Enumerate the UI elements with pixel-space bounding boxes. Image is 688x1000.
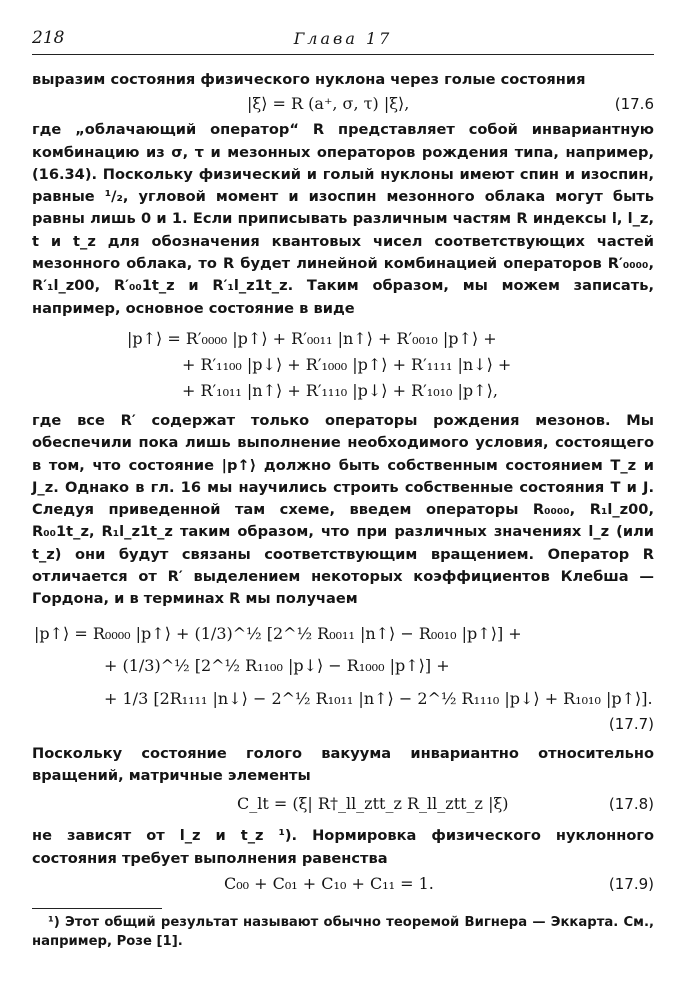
equation-17-9-formula: C₀₀ + C₀₁ + C₁₀ + C₁₁ = 1. xyxy=(224,873,434,893)
paragraph-5: не зависят от l_z и t_z ¹). Нормировка физического нуклонного состояния требует выполнения равенства xyxy=(32,827,654,867)
equation-17-8-formula: C_lt = (ξ| R†_ll_ztt_z R_ll_ztt_z |ξ) xyxy=(237,794,509,814)
equation-17-6-number: (17.6 xyxy=(614,95,654,114)
equation-ground-line-2 xyxy=(32,352,654,378)
paragraph-2: где „облачающий оператор“ R представляет собой инвариантную комбинацию из σ, τ и мезонных операторов рождения типа, например, (16.34). Поскольку физический и голый нуклоны имеют спин и изоспин, равные ¹/₂, угловой момент и изоспин мезонного облака могут быть равны лишь 0 и 1. Если приписывать различным частям R индексы l, l_z, t и t_z для обозначения квантовых чисел соответствующих частей мезонного облака, то R будет линейной комбинацией операторов R′₀₀₀₀, R′₁l_z00, R′₀₀1t_z и R′₁l_z1t_z. Таким образом, мы можем записать, например, основное состояние в виде xyxy=(32,121,654,317)
equation-17-7-line-2-text: + (1/3)^½ [2^½ R₁₁₀₀ |p↓⟩ − R₁₀₀₀ |p↑⟩] + xyxy=(104,655,450,675)
paragraph-3: где все R′ содержат только операторы рождения мезонов. Мы обеспечили пока лишь выполнение необходимого условия, состоящего в том, что состояние |p↑⟩ должно быть собственным состоянием T_z и J_z. Однако в гл. 16 мы научились строить собственные состояния T и J. Следуя приведенной там схеме, введем операторы R₀₀₀₀, R₁l_z00, R₀₀1t_z, R₁l_z1t_z таким образом, что при различных значениях l_z (или t_z) они будут связаны соответствующим вращением. Оператор R отличается от R′ выделением некоторых коэффициентов Клебша — Гордона, и в терминах R мы получаем xyxy=(32,411,654,608)
running-title: Глава 17 xyxy=(293,29,393,48)
page-number: 218 xyxy=(32,28,65,48)
equation-17-8-number: (17.8) xyxy=(608,795,654,814)
equation-ground-line-2-text: + R′₁₁₀₀ |p↓⟩ + R′₁₀₀₀ |p↑⟩ + R′₁₁₁₁ |n↓⟩ + xyxy=(182,354,512,374)
book-page xyxy=(32,26,654,951)
equation-17-7-number: (17.7) xyxy=(608,714,654,733)
equation-17-7-line-2 xyxy=(32,649,654,683)
page-header xyxy=(32,26,654,55)
footnote-rule xyxy=(32,908,162,909)
equation-ground-line-3-text: + R′₁₀₁₁ |n↑⟩ + R′₁₁₁₀ |p↓⟩ + R′₁₀₁₀ |p↑⟩, xyxy=(182,380,498,400)
equation-ground-line-1-text: |p↑⟩ = R′₀₀₀₀ |p↑⟩ + R′₀₀₁₁ |n↑⟩ + R′₀₀₁₀ |p↑⟩ + xyxy=(127,328,497,348)
equation-17-7-number-line xyxy=(32,715,654,739)
equation-17-6-formula: |ξ⟩ = R (a⁺, σ, τ) |ξ⟩, xyxy=(247,94,410,114)
equation-17-9-number: (17.9) xyxy=(608,874,654,893)
equation-17-6 xyxy=(32,91,654,117)
equation-ground-line-1 xyxy=(32,326,654,352)
equation-17-7-line-1-text: |p↑⟩ = R₀₀₀₀ |p↑⟩ + (1/3)^½ [2^½ R₀₀₁₁ |n↑⟩ − R₀₀₁₀ |p↑⟩] + xyxy=(34,623,522,643)
paragraph-4: Поскольку состояние голого вакуума инвариантно относительно вращений, матричные элементы xyxy=(32,744,654,784)
equation-17-8 xyxy=(32,787,654,821)
equation-17-7-line-3 xyxy=(32,683,654,715)
paragraph-1: выразим состояния физического нуклона через голые состояния xyxy=(32,71,586,88)
equation-ground-line-3 xyxy=(32,378,654,404)
footnote: ¹) Этот общий результат называют обычно теоремой Вигнера — Эккарта. См., например, Розе [1]. xyxy=(32,914,654,949)
equation-17-7-line-1 xyxy=(32,619,654,649)
equation-17-9 xyxy=(32,870,654,898)
equation-17-7-line-3-text: + 1/3 [2R₁₁₁₁ |n↓⟩ − 2^½ R₁₀₁₁ |n↑⟩ − 2^½ R₁₁₁₀ |p↓⟩ + R₁₀₁₀ |p↑⟩]. xyxy=(104,688,653,708)
